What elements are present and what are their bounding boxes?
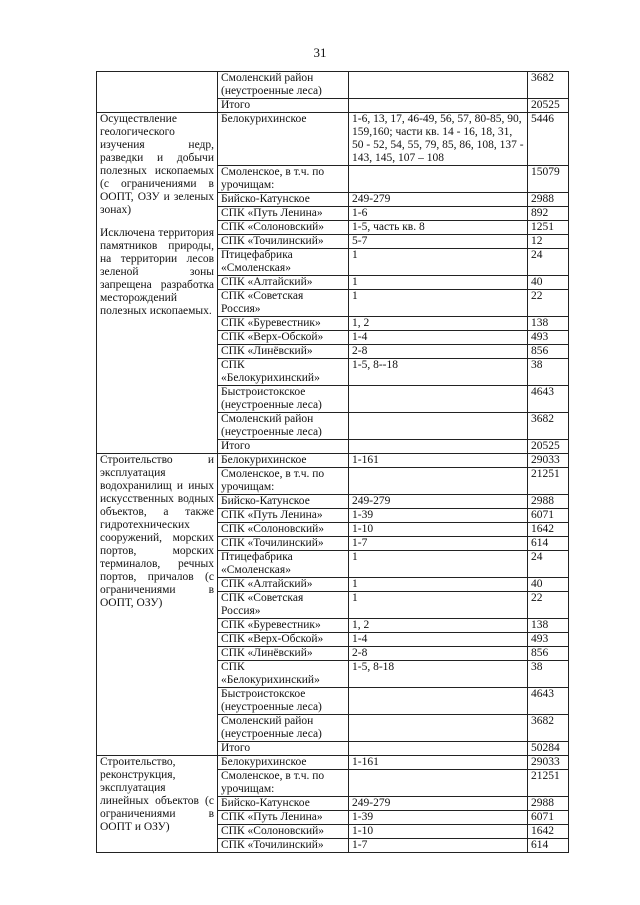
place-cell: Смоленское, в т.ч. по урочищам: [218,468,349,495]
area-cell: 22 [528,290,569,317]
quarters-cell [349,770,528,797]
quarters-cell: 1 [349,290,528,317]
quarters-cell [349,166,528,193]
area-cell: 2988 [528,193,569,207]
quarters-cell: 1-5, 8-18 [349,661,528,688]
quarters-cell: 1-5, часть кв. 8 [349,221,528,235]
area-cell: 6071 [528,509,569,523]
area-cell: 493 [528,633,569,647]
area-cell: 1642 [528,523,569,537]
quarters-cell: 1-6, 13, 17, 46-49, 56, 57, 80-85, 90, 159,160; части кв. 14 - 16, 18, 31, 50 - 52, 54, 55, 79, 85, 86, 108, 137 - 143, 145, 107 – 108 [349,113,528,166]
quarters-cell: 1-161 [349,454,528,468]
quarters-cell: 1-5, 8--18 [349,359,528,386]
area-cell: 22 [528,592,569,619]
table-row [97,756,569,770]
area-cell: 614 [528,537,569,551]
place-cell: СПК «Алтайский» [218,276,349,290]
purpose-paragraph: Строительство и эксплуатация водохранилищ и иных искусственных водных объектов, а также гидротехнических сооружений, морских портов, морских терминалов, речных портов, причалов (с ограничениями в ООПТ, ОЗУ) [100,454,214,609]
quarters-cell [349,688,528,715]
place-cell: Смоленское, в т.ч. по урочищам: [218,770,349,797]
area-cell: 12 [528,235,569,249]
area-cell: 493 [528,331,569,345]
area-cell: 3682 [528,413,569,440]
area-cell: 1642 [528,825,569,839]
area-cell: 5446 [528,113,569,166]
area-cell: 4643 [528,688,569,715]
quarters-cell [349,468,528,495]
area-cell: 2988 [528,797,569,811]
area-cell: 24 [528,249,569,276]
purpose-cell [97,756,218,853]
quarters-cell: 1-161 [349,756,528,770]
area-cell: 50284 [528,742,569,756]
place-cell: СПК «Линёвский» [218,345,349,359]
quarters-cell: 1-7 [349,839,528,853]
quarters-cell: 1 [349,276,528,290]
purpose-cell [97,72,218,113]
place-cell: Бийско-Катунское [218,797,349,811]
place-cell: СПК «Точилинский» [218,537,349,551]
place-cell: СПК «Алтайский» [218,578,349,592]
place-cell: Белокурихинское [218,454,349,468]
quarters-cell [349,440,528,454]
area-cell: 15079 [528,166,569,193]
place-cell: СПК «Солоновский» [218,825,349,839]
place-cell: СПК «Буревестник» [218,619,349,633]
place-cell: СПК «Верх-Обской» [218,331,349,345]
place-cell: СПК «Точилинский» [218,235,349,249]
area-cell: 4643 [528,386,569,413]
place-cell: Смоленский район (неустроенные леса) [218,72,349,99]
quarters-cell: 2-8 [349,345,528,359]
quarters-cell [349,715,528,742]
quarters-cell: 1-7 [349,537,528,551]
place-cell: Смоленский район (неустроенные леса) [218,715,349,742]
area-cell: 20525 [528,440,569,454]
quarters-cell: 1 [349,249,528,276]
area-cell: 856 [528,647,569,661]
place-cell: Бийско-Катунское [218,495,349,509]
quarters-cell: 249-279 [349,495,528,509]
quarters-cell: 249-279 [349,193,528,207]
quarters-cell: 1 [349,592,528,619]
area-cell: 24 [528,551,569,578]
place-cell: СПК «Буревестник» [218,317,349,331]
quarters-cell [349,72,528,99]
place-cell: Бийско-Катунское [218,193,349,207]
place-cell: СПК «Белокурихинский» [218,661,349,688]
quarters-cell [349,742,528,756]
place-cell: СПК «Советская Россия» [218,592,349,619]
area-cell: 38 [528,661,569,688]
purpose-paragraph: Исключена территория памятников природы, на территории лесов зеленой зоны запрещена разработка месторождений полезных ископаемых. [100,227,214,317]
place-cell: СПК «Солоновский» [218,221,349,235]
purpose-cell [97,454,218,756]
area-cell: 3682 [528,715,569,742]
place-cell: СПК «Точилинский» [218,839,349,853]
place-cell: СПК «Советская Россия» [218,290,349,317]
forest-use-table [96,71,569,853]
quarters-cell [349,413,528,440]
place-cell: СПК «Путь Ленина» [218,811,349,825]
purpose-text [100,113,214,318]
place-cell: Смоленское, в т.ч. по урочищам: [218,166,349,193]
area-cell: 6071 [528,811,569,825]
quarters-cell [349,386,528,413]
place-cell: Быстроистокское (неустроенные леса) [218,386,349,413]
area-cell: 614 [528,839,569,853]
area-cell: 138 [528,317,569,331]
purpose-text [100,756,214,834]
area-cell: 892 [528,207,569,221]
quarters-cell: 1-39 [349,509,528,523]
quarters-cell: 1-4 [349,331,528,345]
place-cell: Итого [218,99,349,113]
table-row [97,113,569,166]
purpose-paragraph: Строительство, реконструкция, эксплуатация линейных объектов (с ограничениями в ООПТ и ОЗУ) [100,756,214,833]
place-cell: СПК «Белокурихинский» [218,359,349,386]
quarters-cell: 1 [349,578,528,592]
quarters-cell [349,99,528,113]
quarters-cell: 1-4 [349,633,528,647]
place-cell: Птицефабрика «Смоленская» [218,249,349,276]
quarters-cell: 1, 2 [349,619,528,633]
place-cell: Быстроистокское (неустроенные леса) [218,688,349,715]
place-cell: Белокурихинское [218,113,349,166]
purpose-paragraph: Осуществление геологического изучения недр, разведки и добычи полезных ископаемых (с ограничениями в ООПТ, ОЗУ и зеленых зонах) [100,113,214,216]
area-cell: 38 [528,359,569,386]
purpose-cell [97,113,218,454]
area-cell: 20525 [528,99,569,113]
area-cell: 40 [528,276,569,290]
area-cell: 29033 [528,756,569,770]
area-cell: 21251 [528,770,569,797]
quarters-cell: 1 [349,551,528,578]
table-row [97,454,569,468]
area-cell: 1251 [528,221,569,235]
place-cell: Птицефабрика «Смоленская» [218,551,349,578]
area-cell: 29033 [528,454,569,468]
page-number: 31 [313,45,327,60]
quarters-cell: 249-279 [349,797,528,811]
quarters-cell: 2-8 [349,647,528,661]
quarters-cell: 1, 2 [349,317,528,331]
place-cell: СПК «Солоновский» [218,523,349,537]
area-cell: 21251 [528,468,569,495]
quarters-cell: 1-10 [349,825,528,839]
place-cell: Итого [218,440,349,454]
place-cell: СПК «Линёвский» [218,647,349,661]
place-cell: Итого [218,742,349,756]
quarters-cell: 5-7 [349,235,528,249]
place-cell: СПК «Путь Ленина» [218,509,349,523]
quarters-cell: 1-39 [349,811,528,825]
area-cell: 2988 [528,495,569,509]
table-row [97,72,569,99]
area-cell: 40 [528,578,569,592]
place-cell: Смоленский район (неустроенные леса) [218,413,349,440]
area-cell: 3682 [528,72,569,99]
purpose-text [100,454,214,610]
place-cell: Белокурихинское [218,756,349,770]
table-body [97,72,569,853]
area-cell: 856 [528,345,569,359]
quarters-cell: 1-10 [349,523,528,537]
place-cell: СПК «Верх-Обской» [218,633,349,647]
quarters-cell: 1-6 [349,207,528,221]
area-cell: 138 [528,619,569,633]
place-cell: СПК «Путь Ленина» [218,207,349,221]
